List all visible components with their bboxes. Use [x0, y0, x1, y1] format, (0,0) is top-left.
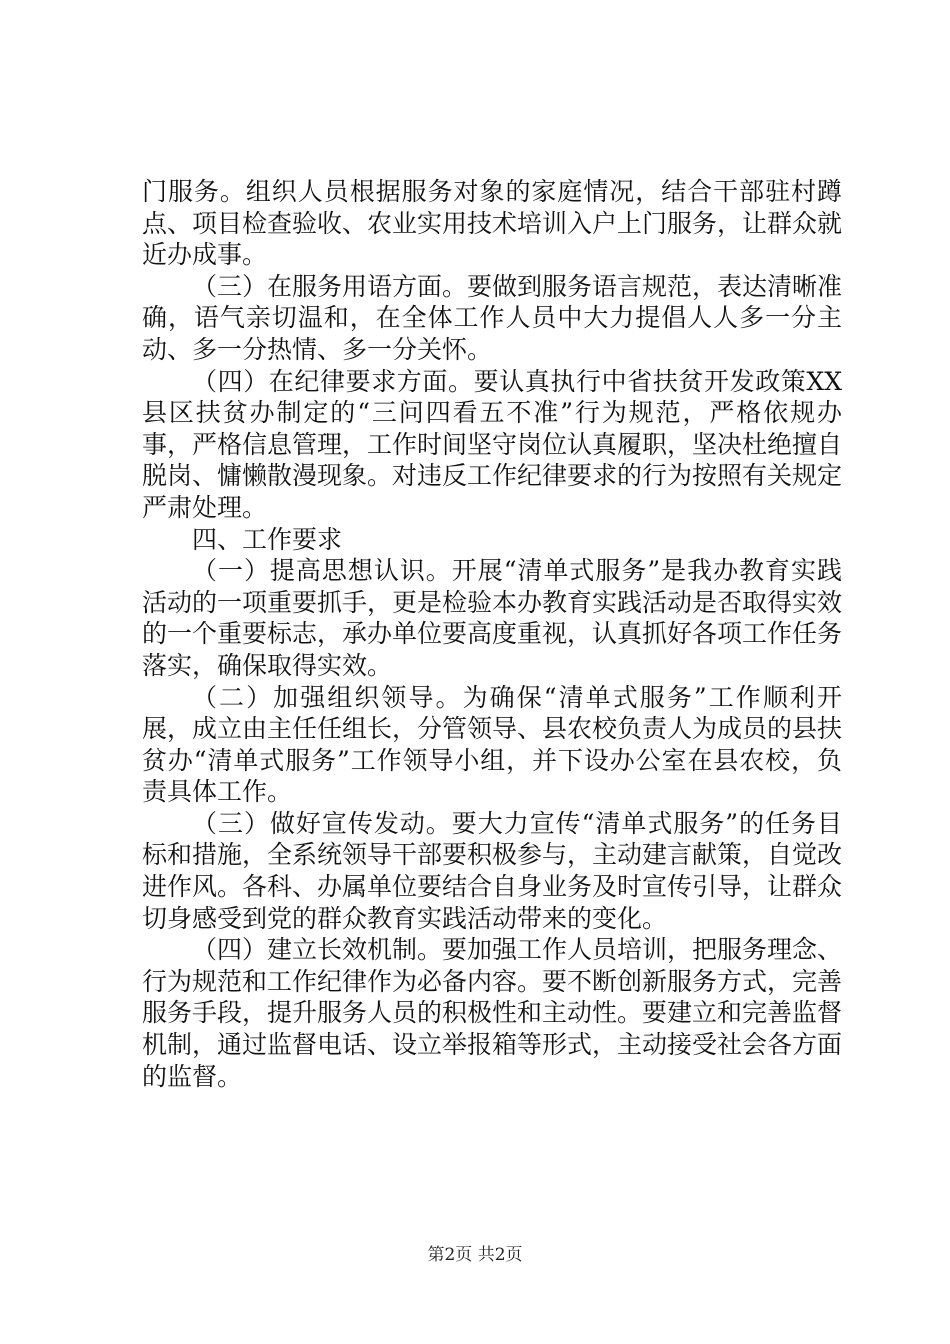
- document-body: [142, 176, 842, 1092]
- paragraph-continuation: 门服务。组织人员根据服务对象的家庭情况，结合干部驻村蹲点、项目检查验收、农业实用技术培训入户上门服务，让群众就近办成事。: [142, 177, 843, 270]
- section-heading-work-requirements: 四、工作要求: [192, 524, 343, 554]
- paragraph-publicity: （三）做好宣传发动。要大力宣传“清单式服务”的任务目标和措施，全系统领导干部要积极参与，主动建言献策，自觉改进作风。各科、办属单位要结合自身业务及时宣传引导，让群众切身感受到党的群众教育实践活动带来的变化。: [142, 808, 843, 933]
- paragraph-raise-awareness: （一）提高思想认识。开展“清单式服务”是我办教育实践活动的一项重要抓手，更是检验本办教育实践活动是否取得实效的一个重要标志，承办单位要高度重视，认真抓好各项工作任务落实，确保取得实效。: [142, 556, 843, 680]
- paragraph-organizational-leadership: （二）加强组织领导。为确保“清单式服务”工作顺利开展，成立由主任任组长，分管领导、县农校负责人为成员的县扶贫办“清单式服务”工作领导小组，并下设办公室在县农校，负责具体工作。: [142, 682, 843, 807]
- paragraph-service-language: （三）在服务用语方面。要做到服务语言规范，表达清晰准确，语气亲切温和，在全体工作人员中大力提倡人人多一分主动、多一分热情、多一分关怀。: [142, 271, 843, 364]
- page-footer: 第2页 共2页: [427, 1245, 523, 1265]
- paragraph-long-term-mechanism: （四）建立长效机制。要加强工作人员培训，把服务理念、行为规范和工作纪律作为必备内容。要不断创新服务方式，完善服务手段，提升服务人员的积极性和主动性。要建立和完善监督机制，通过监督电话、设立举报箱等形式，主动接受社会各方面的监督。: [142, 935, 843, 1091]
- paragraph-discipline: （四）在纪律要求方面。要认真执行中省扶贫开发政策XX县区扶贫办制定的“三问四看五不准”行为规范，严格依规办事，严格信息管理，工作时间坚守岗位认真履职，坚决杜绝擅自脱岗、慵懒散漫现象。对违反工作纪律要求的行为按照有关规定严肃处理。: [142, 366, 843, 522]
